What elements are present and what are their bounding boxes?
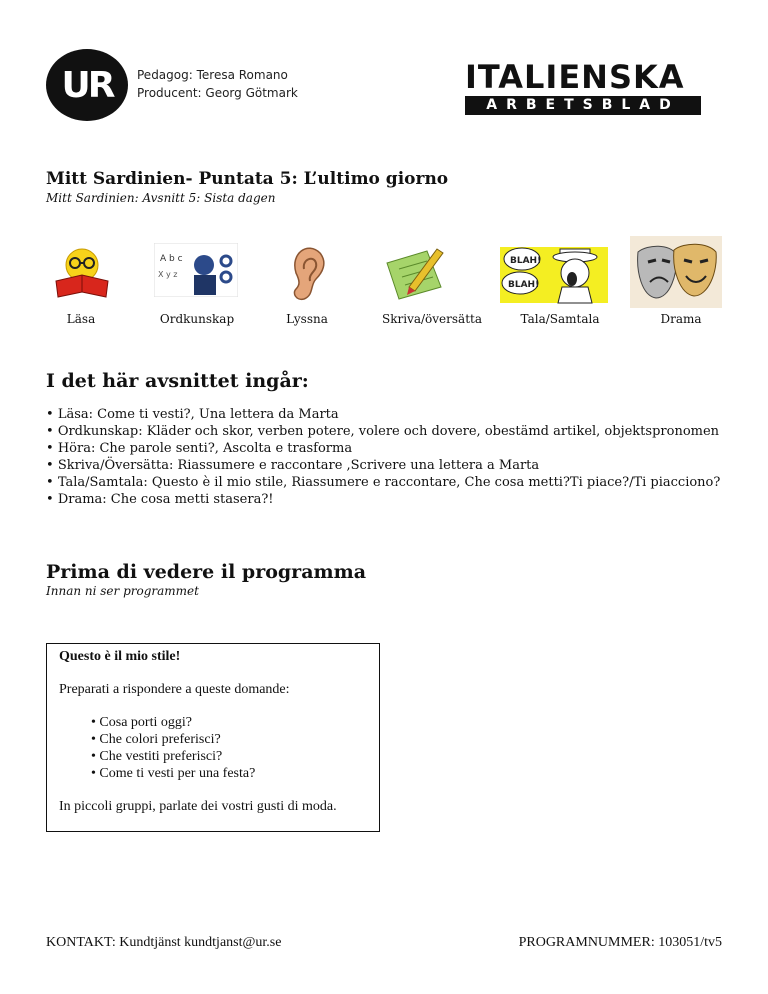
list-item: • Läsa: Come ti vesti?, Una lettera da Marta — [46, 406, 720, 423]
list-item: • Ordkunskap: Kläder och skor, verben potere, volere och dovere, obestämd artikel, objektspronomen — [46, 423, 720, 440]
section-subheading: Innan ni ser programmet — [46, 584, 199, 598]
credits — [137, 66, 298, 102]
reading-icon — [48, 243, 116, 301]
section-heading: Prima di vedere il programma — [46, 561, 367, 583]
brand-subtitle: ARBETSBLAD — [465, 96, 701, 115]
contents-list — [46, 406, 720, 508]
drama-masks-icon — [630, 236, 722, 308]
exercise-outro: In piccoli gruppi, parlate dei vostri gusti di moda. — [59, 799, 337, 814]
page-subtitle: Mitt Sardinien: Avsnitt 5: Sista dagen — [46, 191, 276, 205]
ur-logo — [46, 49, 128, 121]
activity-label-tala: Tala/Samtala — [520, 312, 600, 326]
footer-contact: KONTAKT: Kundtjänst kundtjanst@ur.se — [46, 935, 282, 950]
ur-logo-text: UR — [61, 64, 113, 106]
list-item: • Höra: Che parole senti?, Ascolta e trasforma — [46, 440, 720, 457]
contents-heading: I det här avsnittet ingår: — [46, 370, 309, 392]
activity-label-lasa: Läsa — [66, 312, 96, 326]
speech-icon — [500, 243, 608, 305]
list-item: • Skriva/Översätta: Riassumere e raccontare ,Scrivere una lettera a Marta — [46, 457, 720, 474]
writing-icon — [383, 243, 447, 301]
exercise-intro: Preparati a rispondere a queste domande: — [59, 682, 290, 697]
footer-program-number: PROGRAMNUMMER: 103051/tv5 — [518, 935, 722, 950]
svg-text:BLAH!: BLAH! — [508, 280, 540, 290]
activity-label-skriva: Skriva/översätta — [382, 312, 482, 326]
brand-logo — [465, 60, 701, 115]
question-item: • Come ti vesti per una festa? — [91, 765, 255, 782]
svg-text:BLAH!: BLAH! — [510, 256, 542, 266]
pedagog-credit: Pedagog: Teresa Romano — [137, 68, 288, 82]
brand-title: ITALIENSKA — [465, 60, 701, 94]
list-item: • Tala/Samtala: Questo è il mio stile, Riassumere e raccontare, Che cosa metti?Ti piace?/Ti piacciono? — [46, 474, 720, 491]
activity-label-lyssna: Lyssna — [286, 312, 328, 326]
svg-text:X y z: X y z — [158, 270, 178, 279]
activity-label-ordkunskap: Ordkunskap — [159, 312, 235, 326]
exercise-box — [46, 643, 380, 832]
list-item: • Drama: Che cosa metti stasera?! — [46, 491, 720, 508]
exercise-title: Questo è il mio stile! — [59, 649, 181, 664]
producer-credit: Producent: Georg Götmark — [137, 86, 298, 100]
question-item: • Cosa porti oggi? — [91, 714, 255, 731]
vocabulary-icon — [154, 243, 238, 297]
page-title: Mitt Sardinien- Puntata 5: L’ultimo giorno — [46, 169, 449, 189]
question-item: • Che colori preferisci? — [91, 731, 255, 748]
question-list — [91, 714, 255, 782]
question-item: • Che vestiti preferisci? — [91, 748, 255, 765]
ear-icon — [286, 243, 328, 303]
svg-text:A b c: A b c — [160, 254, 183, 264]
activity-label-drama: Drama — [660, 312, 702, 326]
